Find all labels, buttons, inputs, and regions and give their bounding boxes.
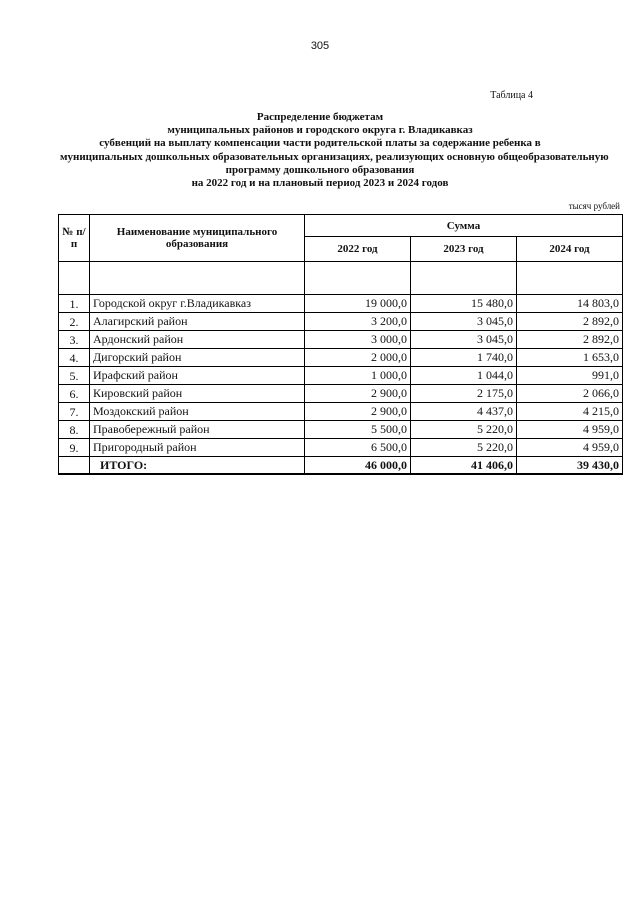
row-name: Кировский район [90,385,305,403]
row-name: Моздокский район [90,403,305,421]
value-2022: 2 900,0 [305,403,411,421]
spacer-cell [59,262,90,295]
value-2023: 2 175,0 [411,385,517,403]
table-row [59,439,623,457]
title-line: субвенций на выплату компенсации части родительской платы за содержание ребенка в [99,137,541,150]
header-sum: Сумма [305,215,623,237]
value-2022: 3 000,0 [305,331,411,349]
row-number: 4. [59,349,90,367]
spacer-cell [90,262,305,295]
spacer-row [59,262,623,295]
table-row [59,313,623,331]
value-2023: 4 437,0 [411,403,517,421]
value-2024: 1 653,0 [517,349,623,367]
row-number: 8. [59,421,90,439]
value-2022: 5 500,0 [305,421,411,439]
table-row [59,421,623,439]
units-label: тысяч рублей [568,201,620,211]
header-name: Наименование муниципального образования [90,215,305,262]
row-number: 3. [59,331,90,349]
row-name: Ирафский район [90,367,305,385]
table-row [59,403,623,421]
title-line: муниципальных дошкольных образовательных организациях, реализующих основную общеобразовательную [60,150,609,163]
row-number: 9. [59,439,90,457]
value-2023: 15 480,0 [411,295,517,313]
header-year-2022: 2022 год [305,237,411,262]
row-number: 2. [59,313,90,331]
title-line: муниципальных районов и городского округа г. Владикавказ [167,124,473,137]
table-body [59,262,623,475]
header-year-2024: 2024 год [517,237,623,262]
header-num: № п/п [59,215,90,262]
title-line: Распределение бюджетам [256,111,384,123]
table-row [59,331,623,349]
document-title [60,111,609,190]
row-number: 5. [59,367,90,385]
value-2023: 5 220,0 [411,439,517,457]
value-2022: 3 200,0 [305,313,411,331]
value-2024: 991,0 [517,367,623,385]
table-row [59,295,623,313]
total-label: ИТОГО: [90,457,305,475]
value-2024: 4 215,0 [517,403,623,421]
value-2024: 2 066,0 [517,385,623,403]
value-2024: 2 892,0 [517,331,623,349]
total-row [59,457,623,475]
row-name: Городской округ г.Владикавказ [90,295,305,313]
value-2022: 1 000,0 [305,367,411,385]
total-2024: 39 430,0 [517,457,623,475]
table-row [59,367,623,385]
value-2022: 19 000,0 [305,295,411,313]
value-2023: 1 044,0 [411,367,517,385]
value-2022: 6 500,0 [305,439,411,457]
row-number: 7. [59,403,90,421]
row-number: 1. [59,295,90,313]
value-2022: 2 900,0 [305,385,411,403]
table-row [59,349,623,367]
row-name: Правобережный район [90,421,305,439]
row-number: 6. [59,385,90,403]
value-2023: 3 045,0 [411,331,517,349]
value-2023: 3 045,0 [411,313,517,331]
title-line: программу дошкольного образования [225,163,415,176]
row-name: Пригородный район [90,439,305,457]
title-line: на 2022 год и на плановый период 2023 и 2024 годов [191,177,449,190]
header-year-2023: 2023 год [411,237,517,262]
value-2024: 2 892,0 [517,313,623,331]
total-2023: 41 406,0 [411,457,517,475]
spacer-cell [411,262,517,295]
table-row [59,385,623,403]
row-name: Дигорский район [90,349,305,367]
row-name: Алагирский район [90,313,305,331]
value-2023: 1 740,0 [411,349,517,367]
total-2022: 46 000,0 [305,457,411,475]
value-2023: 5 220,0 [411,421,517,439]
table-label: Таблица 4 [490,90,533,101]
value-2022: 2 000,0 [305,349,411,367]
value-2024: 14 803,0 [517,295,623,313]
value-2024: 4 959,0 [517,439,623,457]
page-number: 305 [310,40,330,52]
budget-table [58,214,623,475]
row-name: Ардонский район [90,331,305,349]
spacer-cell [517,262,623,295]
total-num-cell [59,457,90,475]
value-2024: 4 959,0 [517,421,623,439]
spacer-cell [305,262,411,295]
